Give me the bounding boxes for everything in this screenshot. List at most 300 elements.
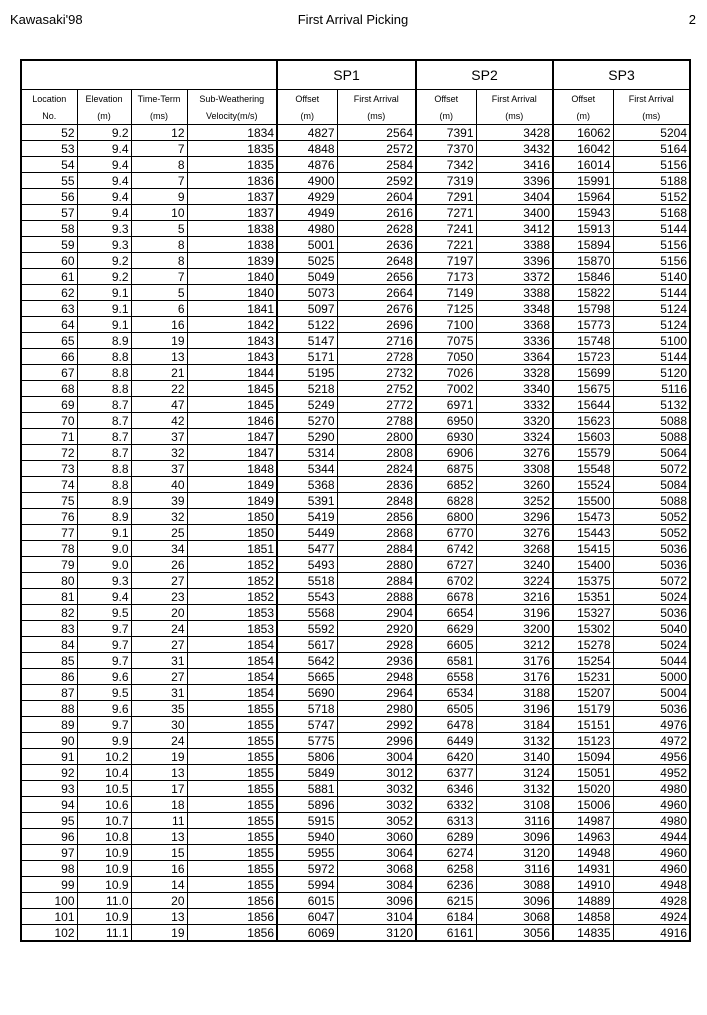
table-cell: 3056 bbox=[476, 925, 553, 942]
table-cell: 10.7 bbox=[77, 813, 131, 829]
table-cell: 3104 bbox=[337, 909, 416, 925]
table-cell: 4960 bbox=[613, 861, 690, 877]
table-cell: 5419 bbox=[277, 509, 337, 525]
table-cell: 14987 bbox=[553, 813, 613, 829]
table-cell: 10.9 bbox=[77, 861, 131, 877]
table-cell: 95 bbox=[21, 813, 77, 829]
table-cell: 3320 bbox=[476, 413, 553, 429]
table-cell: 4949 bbox=[277, 205, 337, 221]
table-cell: 15623 bbox=[553, 413, 613, 429]
table-cell: 5116 bbox=[613, 381, 690, 397]
table-cell: 5088 bbox=[613, 413, 690, 429]
table-cell: 3240 bbox=[476, 557, 553, 573]
table-cell: 4972 bbox=[613, 733, 690, 749]
table-cell: 4924 bbox=[613, 909, 690, 925]
table-cell: 27 bbox=[131, 573, 187, 589]
table-cell: 7 bbox=[131, 141, 187, 157]
table-cell: 1837 bbox=[187, 189, 277, 205]
table-cell: 10.5 bbox=[77, 781, 131, 797]
table-cell: 76 bbox=[21, 509, 77, 525]
table-cell: 7100 bbox=[416, 317, 476, 333]
table-cell: 7075 bbox=[416, 333, 476, 349]
table-row bbox=[21, 157, 690, 173]
table-row bbox=[21, 381, 690, 397]
table-cell: 1855 bbox=[187, 845, 277, 861]
table-cell: 2664 bbox=[337, 285, 416, 301]
table-cell: 6558 bbox=[416, 669, 476, 685]
table-cell: 15278 bbox=[553, 637, 613, 653]
table-cell: 3388 bbox=[476, 237, 553, 253]
table-cell: 2888 bbox=[337, 589, 416, 605]
table-cell: 14910 bbox=[553, 877, 613, 893]
table-cell: 6654 bbox=[416, 605, 476, 621]
table-cell: 15151 bbox=[553, 717, 613, 733]
table-cell: 2848 bbox=[337, 493, 416, 509]
table-cell: 5144 bbox=[613, 349, 690, 365]
table-cell: 5025 bbox=[277, 253, 337, 269]
table-row bbox=[21, 637, 690, 653]
table-cell: 15094 bbox=[553, 749, 613, 765]
table-cell: 3368 bbox=[476, 317, 553, 333]
table-cell: 16 bbox=[131, 317, 187, 333]
table-cell: 81 bbox=[21, 589, 77, 605]
table-cell: 5592 bbox=[277, 621, 337, 637]
table-cell: 5188 bbox=[613, 173, 690, 189]
table-cell: 14889 bbox=[553, 893, 613, 909]
table-cell: 1854 bbox=[187, 653, 277, 669]
table-cell: 4980 bbox=[613, 781, 690, 797]
table-cell: 2628 bbox=[337, 221, 416, 237]
table-cell: 9.7 bbox=[77, 653, 131, 669]
column-header: Sub-Weathering bbox=[187, 90, 277, 108]
table-cell: 15699 bbox=[553, 365, 613, 381]
table-cell: 15723 bbox=[553, 349, 613, 365]
table-cell: 3308 bbox=[476, 461, 553, 477]
table-cell: 94 bbox=[21, 797, 77, 813]
table-cell: 15846 bbox=[553, 269, 613, 285]
table-cell: 8.7 bbox=[77, 397, 131, 413]
table-cell: 1855 bbox=[187, 797, 277, 813]
table-cell: 4956 bbox=[613, 749, 690, 765]
table-cell: 14931 bbox=[553, 861, 613, 877]
table-cell: 67 bbox=[21, 365, 77, 381]
table-cell: 1835 bbox=[187, 141, 277, 157]
table-cell: 1845 bbox=[187, 397, 277, 413]
table-cell: 9.7 bbox=[77, 637, 131, 653]
table-cell: 6852 bbox=[416, 477, 476, 493]
table-cell: 4960 bbox=[613, 845, 690, 861]
table-cell: 5955 bbox=[277, 845, 337, 861]
table-cell: 5391 bbox=[277, 493, 337, 509]
table-row bbox=[21, 909, 690, 925]
table-cell: 13 bbox=[131, 349, 187, 365]
table-cell: 2604 bbox=[337, 189, 416, 205]
table-cell: 5132 bbox=[613, 397, 690, 413]
table-row bbox=[21, 701, 690, 717]
table-cell: 15327 bbox=[553, 605, 613, 621]
table-cell: 63 bbox=[21, 301, 77, 317]
table-row bbox=[21, 413, 690, 429]
table-cell: 8.7 bbox=[77, 445, 131, 461]
table-cell: 1840 bbox=[187, 269, 277, 285]
table-row bbox=[21, 653, 690, 669]
table-cell: 5156 bbox=[613, 237, 690, 253]
table-cell: 5072 bbox=[613, 461, 690, 477]
table-cell: 4944 bbox=[613, 829, 690, 845]
table-cell: 55 bbox=[21, 173, 77, 189]
table-cell: 6215 bbox=[416, 893, 476, 909]
table-cell: 1834 bbox=[187, 125, 277, 141]
table-cell: 4929 bbox=[277, 189, 337, 205]
table-cell: 8.7 bbox=[77, 413, 131, 429]
table-cell: 17 bbox=[131, 781, 187, 797]
table-cell: 4948 bbox=[613, 877, 690, 893]
table-cell: 3428 bbox=[476, 125, 553, 141]
table-cell: 5518 bbox=[277, 573, 337, 589]
table-cell: 3068 bbox=[476, 909, 553, 925]
table-cell: 9.7 bbox=[77, 717, 131, 733]
document-code: Kawasaki'98 bbox=[10, 12, 83, 27]
table-cell: 97 bbox=[21, 845, 77, 861]
table-cell: 1855 bbox=[187, 877, 277, 893]
table-cell: 6289 bbox=[416, 829, 476, 845]
table-cell: 13 bbox=[131, 909, 187, 925]
table-cell: 79 bbox=[21, 557, 77, 573]
table-cell: 5024 bbox=[613, 637, 690, 653]
table-cell: 5477 bbox=[277, 541, 337, 557]
table-cell: 5124 bbox=[613, 317, 690, 333]
table-cell: 5052 bbox=[613, 509, 690, 525]
table-cell: 9.2 bbox=[77, 269, 131, 285]
table-cell: 9.4 bbox=[77, 157, 131, 173]
table-cell: 7149 bbox=[416, 285, 476, 301]
table-row bbox=[21, 605, 690, 621]
table-cell: 86 bbox=[21, 669, 77, 685]
column-unit: (m) bbox=[416, 107, 476, 125]
table-row bbox=[21, 333, 690, 349]
table-cell: 3004 bbox=[337, 749, 416, 765]
table-cell: 9.7 bbox=[77, 621, 131, 637]
table-cell: 4848 bbox=[277, 141, 337, 157]
table-cell: 5642 bbox=[277, 653, 337, 669]
table-row bbox=[21, 173, 690, 189]
table-cell: 1836 bbox=[187, 173, 277, 189]
document-title: First Arrival Picking bbox=[297, 12, 409, 27]
table-cell: 5849 bbox=[277, 765, 337, 781]
table-cell: 2564 bbox=[337, 125, 416, 141]
table-cell: 64 bbox=[21, 317, 77, 333]
table-cell: 9.6 bbox=[77, 701, 131, 717]
table-cell: 6875 bbox=[416, 461, 476, 477]
table-cell: 32 bbox=[131, 509, 187, 525]
table-cell: 5449 bbox=[277, 525, 337, 541]
table-cell: 1839 bbox=[187, 253, 277, 269]
table-cell: 82 bbox=[21, 605, 77, 621]
table-cell: 11.0 bbox=[77, 893, 131, 909]
table-cell: 5314 bbox=[277, 445, 337, 461]
table-cell: 23 bbox=[131, 589, 187, 605]
table-cell: 5073 bbox=[277, 285, 337, 301]
table-cell: 9.2 bbox=[77, 253, 131, 269]
table-cell: 14858 bbox=[553, 909, 613, 925]
table-cell: 3176 bbox=[476, 669, 553, 685]
table-cell: 5493 bbox=[277, 557, 337, 573]
table-cell: 6828 bbox=[416, 493, 476, 509]
table-row bbox=[21, 525, 690, 541]
table-cell: 15179 bbox=[553, 701, 613, 717]
table-cell: 34 bbox=[131, 541, 187, 557]
table-cell: 1851 bbox=[187, 541, 277, 557]
table-cell: 5543 bbox=[277, 589, 337, 605]
table-cell: 15415 bbox=[553, 541, 613, 557]
table-cell: 93 bbox=[21, 781, 77, 797]
table-cell: 5171 bbox=[277, 349, 337, 365]
table-cell: 6161 bbox=[416, 925, 476, 942]
table-cell: 5775 bbox=[277, 733, 337, 749]
table-cell: 8.9 bbox=[77, 333, 131, 349]
table-cell: 3340 bbox=[476, 381, 553, 397]
table-cell: 8.9 bbox=[77, 493, 131, 509]
table-cell: 5 bbox=[131, 285, 187, 301]
table-cell: 1855 bbox=[187, 781, 277, 797]
sp2-header: SP2 bbox=[416, 60, 553, 90]
table-cell: 5088 bbox=[613, 493, 690, 509]
table-cell: 5049 bbox=[277, 269, 337, 285]
table-cell: 9.0 bbox=[77, 557, 131, 573]
table-cell: 9.3 bbox=[77, 237, 131, 253]
table-cell: 2868 bbox=[337, 525, 416, 541]
table-cell: 10.6 bbox=[77, 797, 131, 813]
table-row bbox=[21, 797, 690, 813]
table-cell: 3032 bbox=[337, 797, 416, 813]
table-cell: 15375 bbox=[553, 573, 613, 589]
table-cell: 7002 bbox=[416, 381, 476, 397]
table-cell: 9.0 bbox=[77, 541, 131, 557]
table-cell: 102 bbox=[21, 925, 77, 942]
table-cell: 7026 bbox=[416, 365, 476, 381]
table-cell: 69 bbox=[21, 397, 77, 413]
table-cell: 2824 bbox=[337, 461, 416, 477]
table-cell: 1854 bbox=[187, 669, 277, 685]
table-cell: 1843 bbox=[187, 333, 277, 349]
column-header: Offset bbox=[416, 90, 476, 108]
table-row bbox=[21, 189, 690, 205]
table-row bbox=[21, 141, 690, 157]
column-unit-row bbox=[21, 107, 690, 125]
table-cell: 71 bbox=[21, 429, 77, 445]
table-cell: 9.4 bbox=[77, 589, 131, 605]
table-cell: 19 bbox=[131, 925, 187, 942]
table-row bbox=[21, 685, 690, 701]
table-cell: 77 bbox=[21, 525, 77, 541]
table-cell: 31 bbox=[131, 685, 187, 701]
table-cell: 40 bbox=[131, 477, 187, 493]
table-cell: 5040 bbox=[613, 621, 690, 637]
table-cell: 6727 bbox=[416, 557, 476, 573]
table-cell: 4876 bbox=[277, 157, 337, 173]
table-cell: 15443 bbox=[553, 525, 613, 541]
table-row bbox=[21, 477, 690, 493]
table-cell: 59 bbox=[21, 237, 77, 253]
column-header-row bbox=[21, 90, 690, 108]
table-cell: 2884 bbox=[337, 573, 416, 589]
table-cell: 7342 bbox=[416, 157, 476, 173]
table-cell: 3200 bbox=[476, 621, 553, 637]
table-cell: 87 bbox=[21, 685, 77, 701]
table-row bbox=[21, 493, 690, 509]
table-cell: 15500 bbox=[553, 493, 613, 509]
column-header: Time-Term bbox=[131, 90, 187, 108]
column-unit: (m) bbox=[553, 107, 613, 125]
table-cell: 7 bbox=[131, 173, 187, 189]
table-cell: 15123 bbox=[553, 733, 613, 749]
table-cell: 6346 bbox=[416, 781, 476, 797]
shot-point-header-row bbox=[21, 60, 690, 90]
table-cell: 9.9 bbox=[77, 733, 131, 749]
table-cell: 7173 bbox=[416, 269, 476, 285]
table-row bbox=[21, 461, 690, 477]
table-cell: 6478 bbox=[416, 717, 476, 733]
table-cell: 65 bbox=[21, 333, 77, 349]
table-cell: 5270 bbox=[277, 413, 337, 429]
table-cell: 3116 bbox=[476, 861, 553, 877]
table-cell: 6184 bbox=[416, 909, 476, 925]
table-cell: 24 bbox=[131, 621, 187, 637]
table-cell: 15020 bbox=[553, 781, 613, 797]
table-cell: 1854 bbox=[187, 637, 277, 653]
table-cell: 15822 bbox=[553, 285, 613, 301]
table-cell: 3372 bbox=[476, 269, 553, 285]
table-cell: 5204 bbox=[613, 125, 690, 141]
table-cell: 3096 bbox=[476, 829, 553, 845]
table-cell: 98 bbox=[21, 861, 77, 877]
table-cell: 4952 bbox=[613, 765, 690, 781]
table-cell: 3196 bbox=[476, 701, 553, 717]
table-cell: 9.1 bbox=[77, 525, 131, 541]
table-cell: 5747 bbox=[277, 717, 337, 733]
table-cell: 1838 bbox=[187, 237, 277, 253]
table-cell: 3332 bbox=[476, 397, 553, 413]
table-cell: 3328 bbox=[476, 365, 553, 381]
table-cell: 2616 bbox=[337, 205, 416, 221]
first-arrival-table bbox=[20, 59, 691, 942]
table-cell: 5218 bbox=[277, 381, 337, 397]
table-cell: 5036 bbox=[613, 541, 690, 557]
table-cell: 4827 bbox=[277, 125, 337, 141]
column-unit: (ms) bbox=[131, 107, 187, 125]
table-cell: 1842 bbox=[187, 317, 277, 333]
table-cell: 1835 bbox=[187, 157, 277, 173]
table-cell: 6377 bbox=[416, 765, 476, 781]
column-unit: Velocity(m/s) bbox=[187, 107, 277, 125]
table-cell: 1850 bbox=[187, 509, 277, 525]
table-cell: 8.8 bbox=[77, 365, 131, 381]
table-cell: 3260 bbox=[476, 477, 553, 493]
table-cell: 5140 bbox=[613, 269, 690, 285]
table-cell: 6047 bbox=[277, 909, 337, 925]
table-cell: 15913 bbox=[553, 221, 613, 237]
table-cell: 19 bbox=[131, 749, 187, 765]
column-header: Elevation bbox=[77, 90, 131, 108]
table-cell: 15644 bbox=[553, 397, 613, 413]
table-cell: 5156 bbox=[613, 253, 690, 269]
table-cell: 1855 bbox=[187, 813, 277, 829]
table-cell: 8.9 bbox=[77, 509, 131, 525]
table-cell: 5036 bbox=[613, 605, 690, 621]
table-cell: 5690 bbox=[277, 685, 337, 701]
table-cell: 42 bbox=[131, 413, 187, 429]
table-cell: 37 bbox=[131, 461, 187, 477]
table-cell: 1840 bbox=[187, 285, 277, 301]
table-cell: 6449 bbox=[416, 733, 476, 749]
table-cell: 4980 bbox=[613, 813, 690, 829]
table-cell: 1849 bbox=[187, 493, 277, 509]
table-cell: 1856 bbox=[187, 925, 277, 942]
table-cell: 3068 bbox=[337, 861, 416, 877]
table-cell: 10.8 bbox=[77, 829, 131, 845]
table-row bbox=[21, 237, 690, 253]
table-cell: 3252 bbox=[476, 493, 553, 509]
table-cell: 6332 bbox=[416, 797, 476, 813]
table-cell: 56 bbox=[21, 189, 77, 205]
table-cell: 7291 bbox=[416, 189, 476, 205]
table-cell: 70 bbox=[21, 413, 77, 429]
table-cell: 3432 bbox=[476, 141, 553, 157]
table-cell: 5084 bbox=[613, 477, 690, 493]
table-cell: 1855 bbox=[187, 717, 277, 733]
table-cell: 3116 bbox=[476, 813, 553, 829]
table-cell: 2904 bbox=[337, 605, 416, 621]
table-cell: 60 bbox=[21, 253, 77, 269]
table-cell: 4976 bbox=[613, 717, 690, 733]
table-cell: 2728 bbox=[337, 349, 416, 365]
table-cell: 5344 bbox=[277, 461, 337, 477]
table-cell: 7319 bbox=[416, 173, 476, 189]
table-row bbox=[21, 749, 690, 765]
table-cell: 3216 bbox=[476, 589, 553, 605]
table-cell: 78 bbox=[21, 541, 77, 557]
table-cell: 3124 bbox=[476, 765, 553, 781]
table-cell: 14 bbox=[131, 877, 187, 893]
table-cell: 9.4 bbox=[77, 173, 131, 189]
table-cell: 15302 bbox=[553, 621, 613, 637]
table-cell: 15773 bbox=[553, 317, 613, 333]
table-cell: 10.4 bbox=[77, 765, 131, 781]
table-cell: 80 bbox=[21, 573, 77, 589]
table-cell: 3348 bbox=[476, 301, 553, 317]
table-cell: 4960 bbox=[613, 797, 690, 813]
table-cell: 85 bbox=[21, 653, 77, 669]
table-cell: 8.8 bbox=[77, 381, 131, 397]
table-cell: 15207 bbox=[553, 685, 613, 701]
table-cell: 6581 bbox=[416, 653, 476, 669]
table-cell: 10.9 bbox=[77, 909, 131, 925]
table-cell: 5120 bbox=[613, 365, 690, 381]
table-cell: 14948 bbox=[553, 845, 613, 861]
table-cell: 3364 bbox=[476, 349, 553, 365]
table-cell: 39 bbox=[131, 493, 187, 509]
table-cell: 1855 bbox=[187, 829, 277, 845]
table-cell: 3324 bbox=[476, 429, 553, 445]
table-cell: 6702 bbox=[416, 573, 476, 589]
table-row bbox=[21, 765, 690, 781]
table-cell: 47 bbox=[131, 397, 187, 413]
table-cell: 18 bbox=[131, 797, 187, 813]
table-cell: 15473 bbox=[553, 509, 613, 525]
table-cell: 1845 bbox=[187, 381, 277, 397]
table-cell: 89 bbox=[21, 717, 77, 733]
table-row bbox=[21, 733, 690, 749]
